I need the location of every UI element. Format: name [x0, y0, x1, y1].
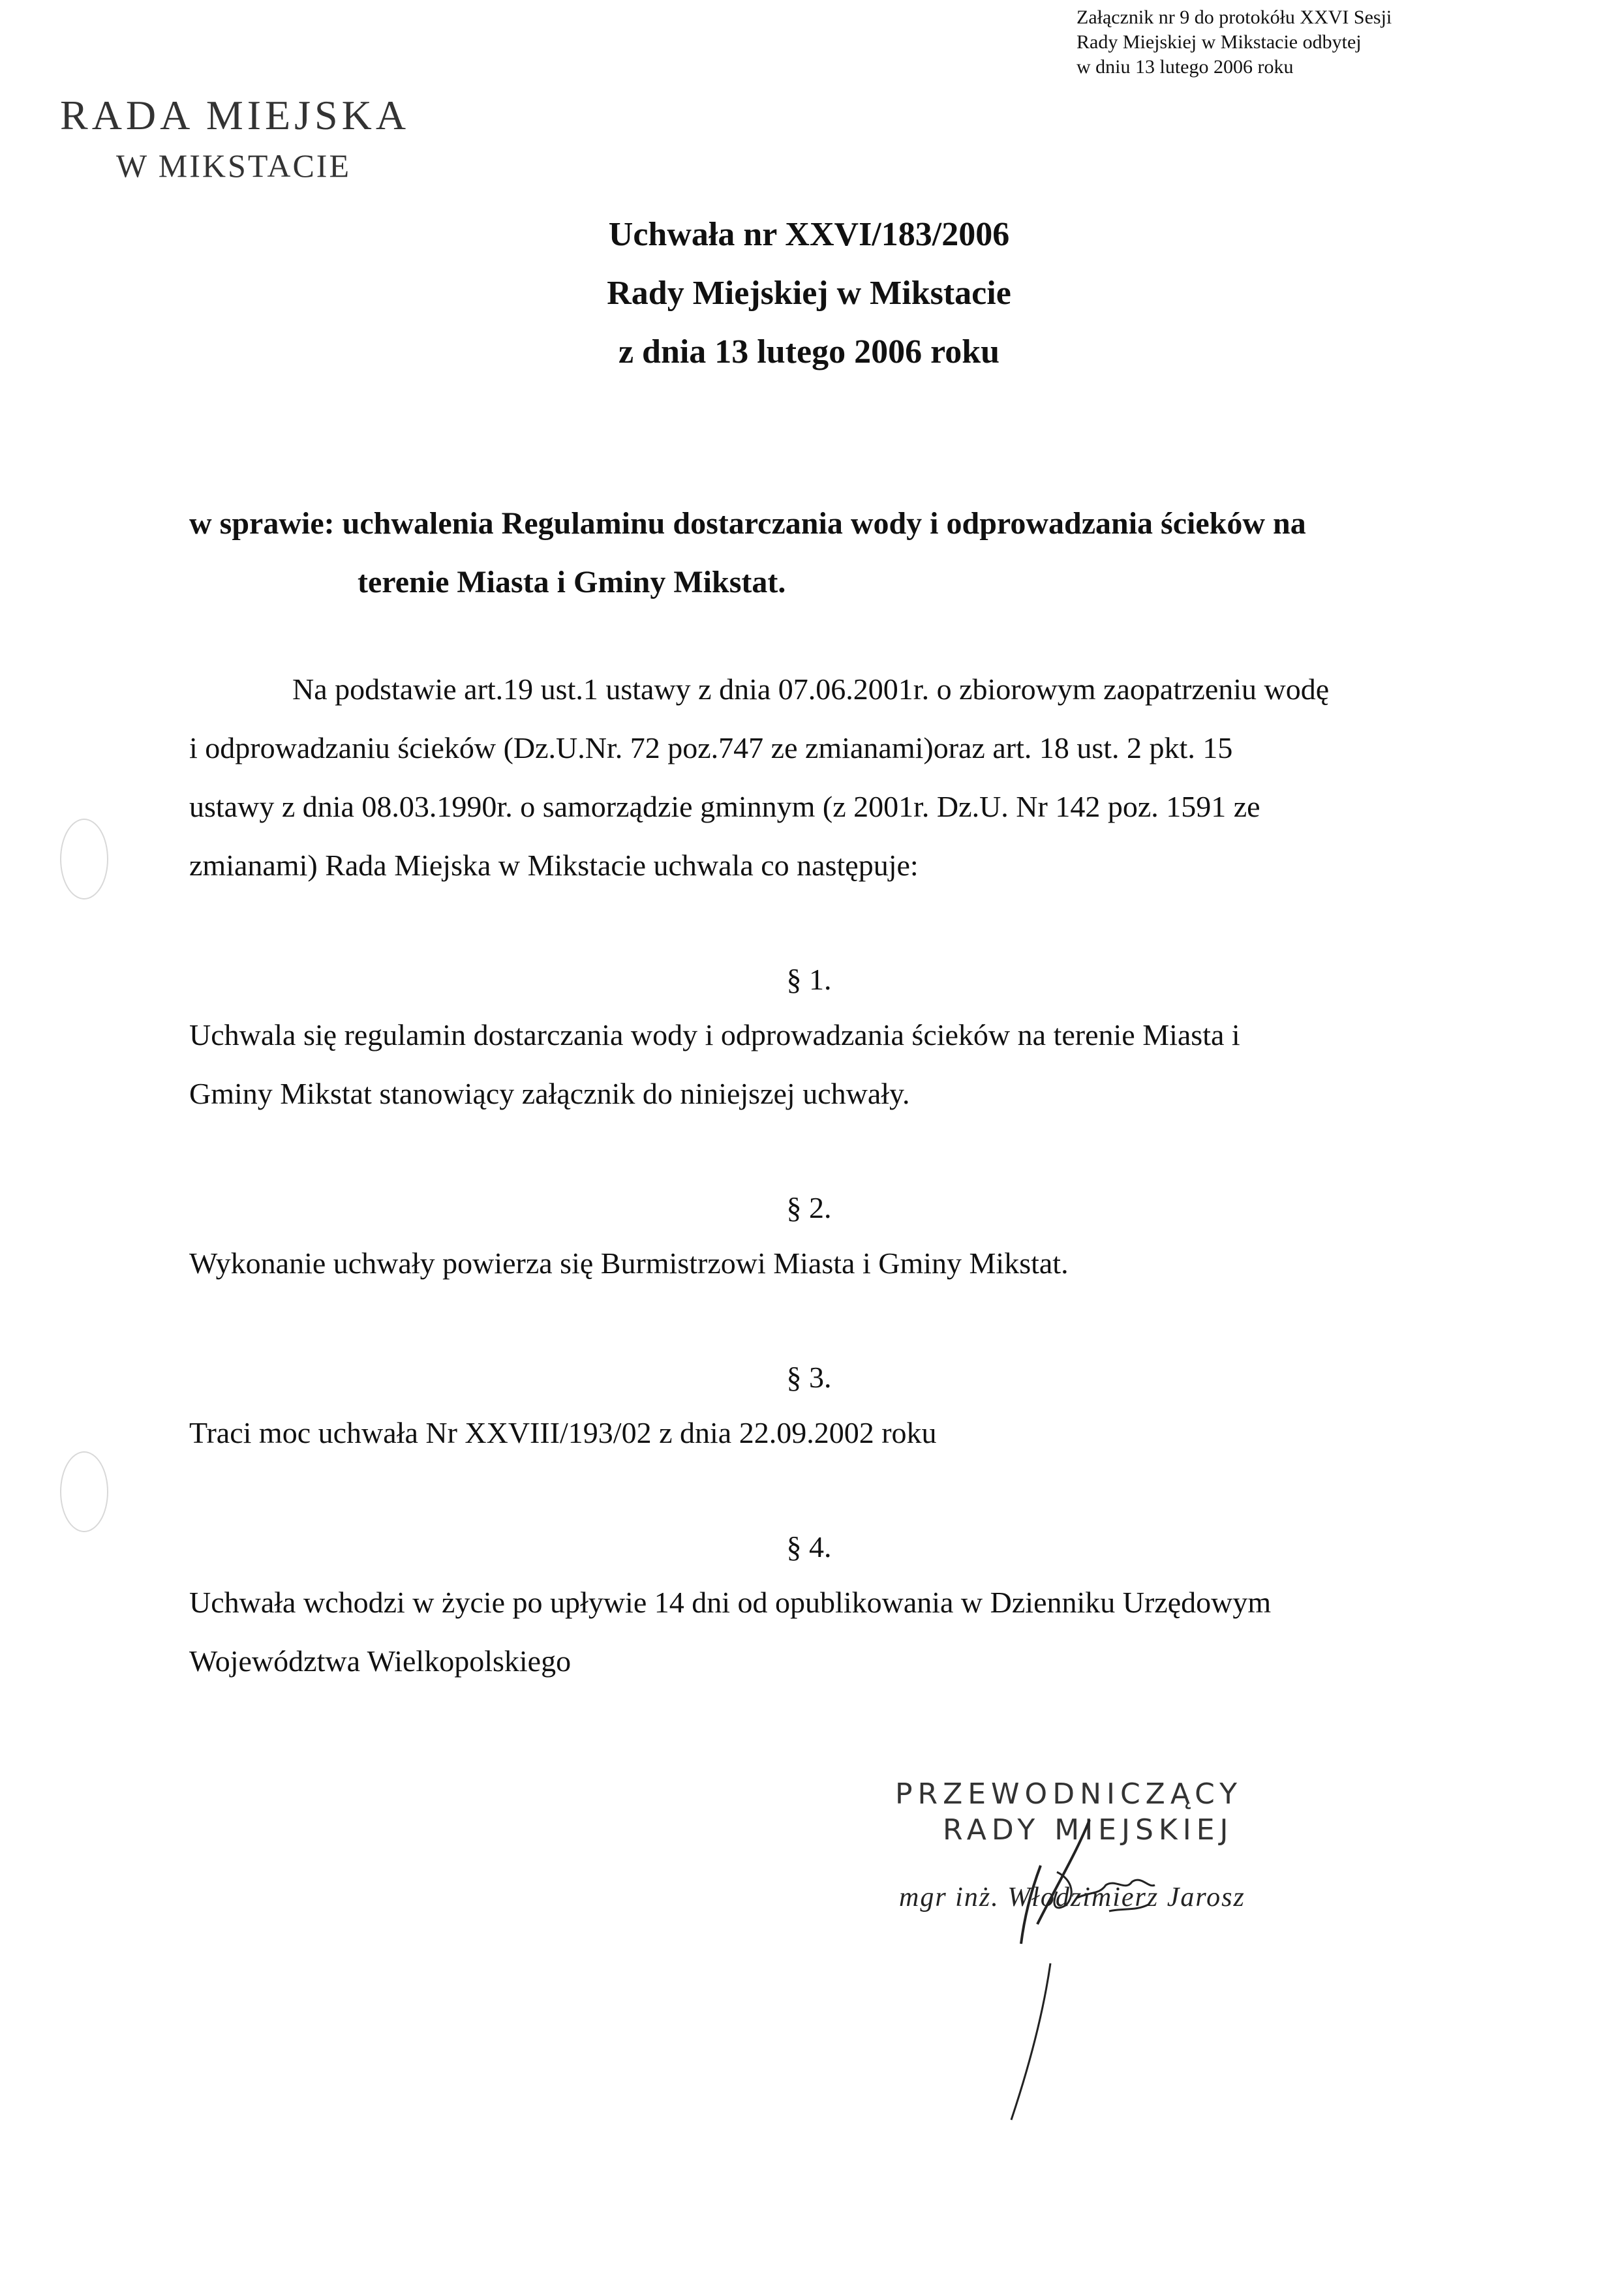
resolution-date: z dnia 13 lutego 2006 roku [618, 333, 1000, 370]
chairman-stamp-council: RADY MIEJSKIEJ [943, 1813, 1234, 1847]
section-text: Wykonanie uchwały powierza się Burmistrzowi Miasta i Gminy Mikstat. [189, 1246, 1069, 1280]
section-text: Uchwała wchodzi w życie po upływie 14 dni od opublikowania w Dzienniku Urzędowym [189, 1586, 1272, 1619]
section-mark: § 4. [786, 1530, 832, 1563]
council-stamp-line1: RADA MIEJSKA [60, 92, 410, 138]
attachment-note [1076, 5, 1392, 80]
section-text: Województwa Wielkopolskiego [189, 1644, 572, 1678]
punch-hole [60, 1451, 108, 1532]
section-mark: § 1. [786, 963, 832, 996]
section-text: Uchwala się regulamin dostarczania wody i odprowadzania ścieków na terenie Miasta i [189, 1018, 1240, 1051]
section-text: Traci moc uchwała Nr XXVIII/193/02 z dnia 22.09.2002 roku [189, 1416, 937, 1449]
preamble-line: Na podstawie art.19 ust.1 ustawy z dnia 07.06.2001r. o zbiorowym zaopatrzeniu wodę [292, 672, 1330, 706]
subject-line: terenie Miasta i Gminy Mikstat. [358, 565, 786, 599]
council-stamp-line2: W MIKSTACIE [116, 147, 352, 184]
section-text: Gminy Mikstat stanowiący załącznik do niniejszej uchwały. [189, 1077, 910, 1110]
attachment-note-line: Rady Miejskiej w Mikstacie odbytej [1076, 31, 1362, 53]
subject-line: w sprawie: uchwalenia Regulaminu dostarczania wody i odprowadzania ścieków na [189, 506, 1306, 541]
section-mark: § 3. [786, 1361, 832, 1394]
preamble-line: zmianami) Rada Miejska w Mikstacie uchwala co następuje: [189, 849, 919, 882]
resolution-number: Uchwała nr XXVI/183/2006 [608, 216, 1010, 253]
section-mark: § 2. [786, 1191, 832, 1224]
chairman-name: mgr inż. Włodzimierz Jarosz [899, 1882, 1245, 1912]
resolution-council: Rady Miejskiej w Mikstacie [607, 275, 1011, 312]
attachment-note-line: Załącznik nr 9 do protokółu XXVI Sesji [1076, 7, 1392, 28]
chairman-stamp-title: PRZEWODNICZĄCY [895, 1777, 1242, 1811]
attachment-note-line: w dniu 13 lutego 2006 roku [1076, 56, 1294, 78]
handwritten-signature [959, 1813, 1168, 2152]
preamble-line: i odprowadzaniu ścieków (Dz.U.Nr. 72 poz.747 ze zmianami)oraz art. 18 ust. 2 pkt. 15 [189, 731, 1233, 764]
punch-hole [60, 819, 108, 899]
preamble-line: ustawy z dnia 08.03.1990r. o samorządzie gminnym (z 2001r. Dz.U. Nr 142 poz. 1591 ze [189, 790, 1260, 823]
